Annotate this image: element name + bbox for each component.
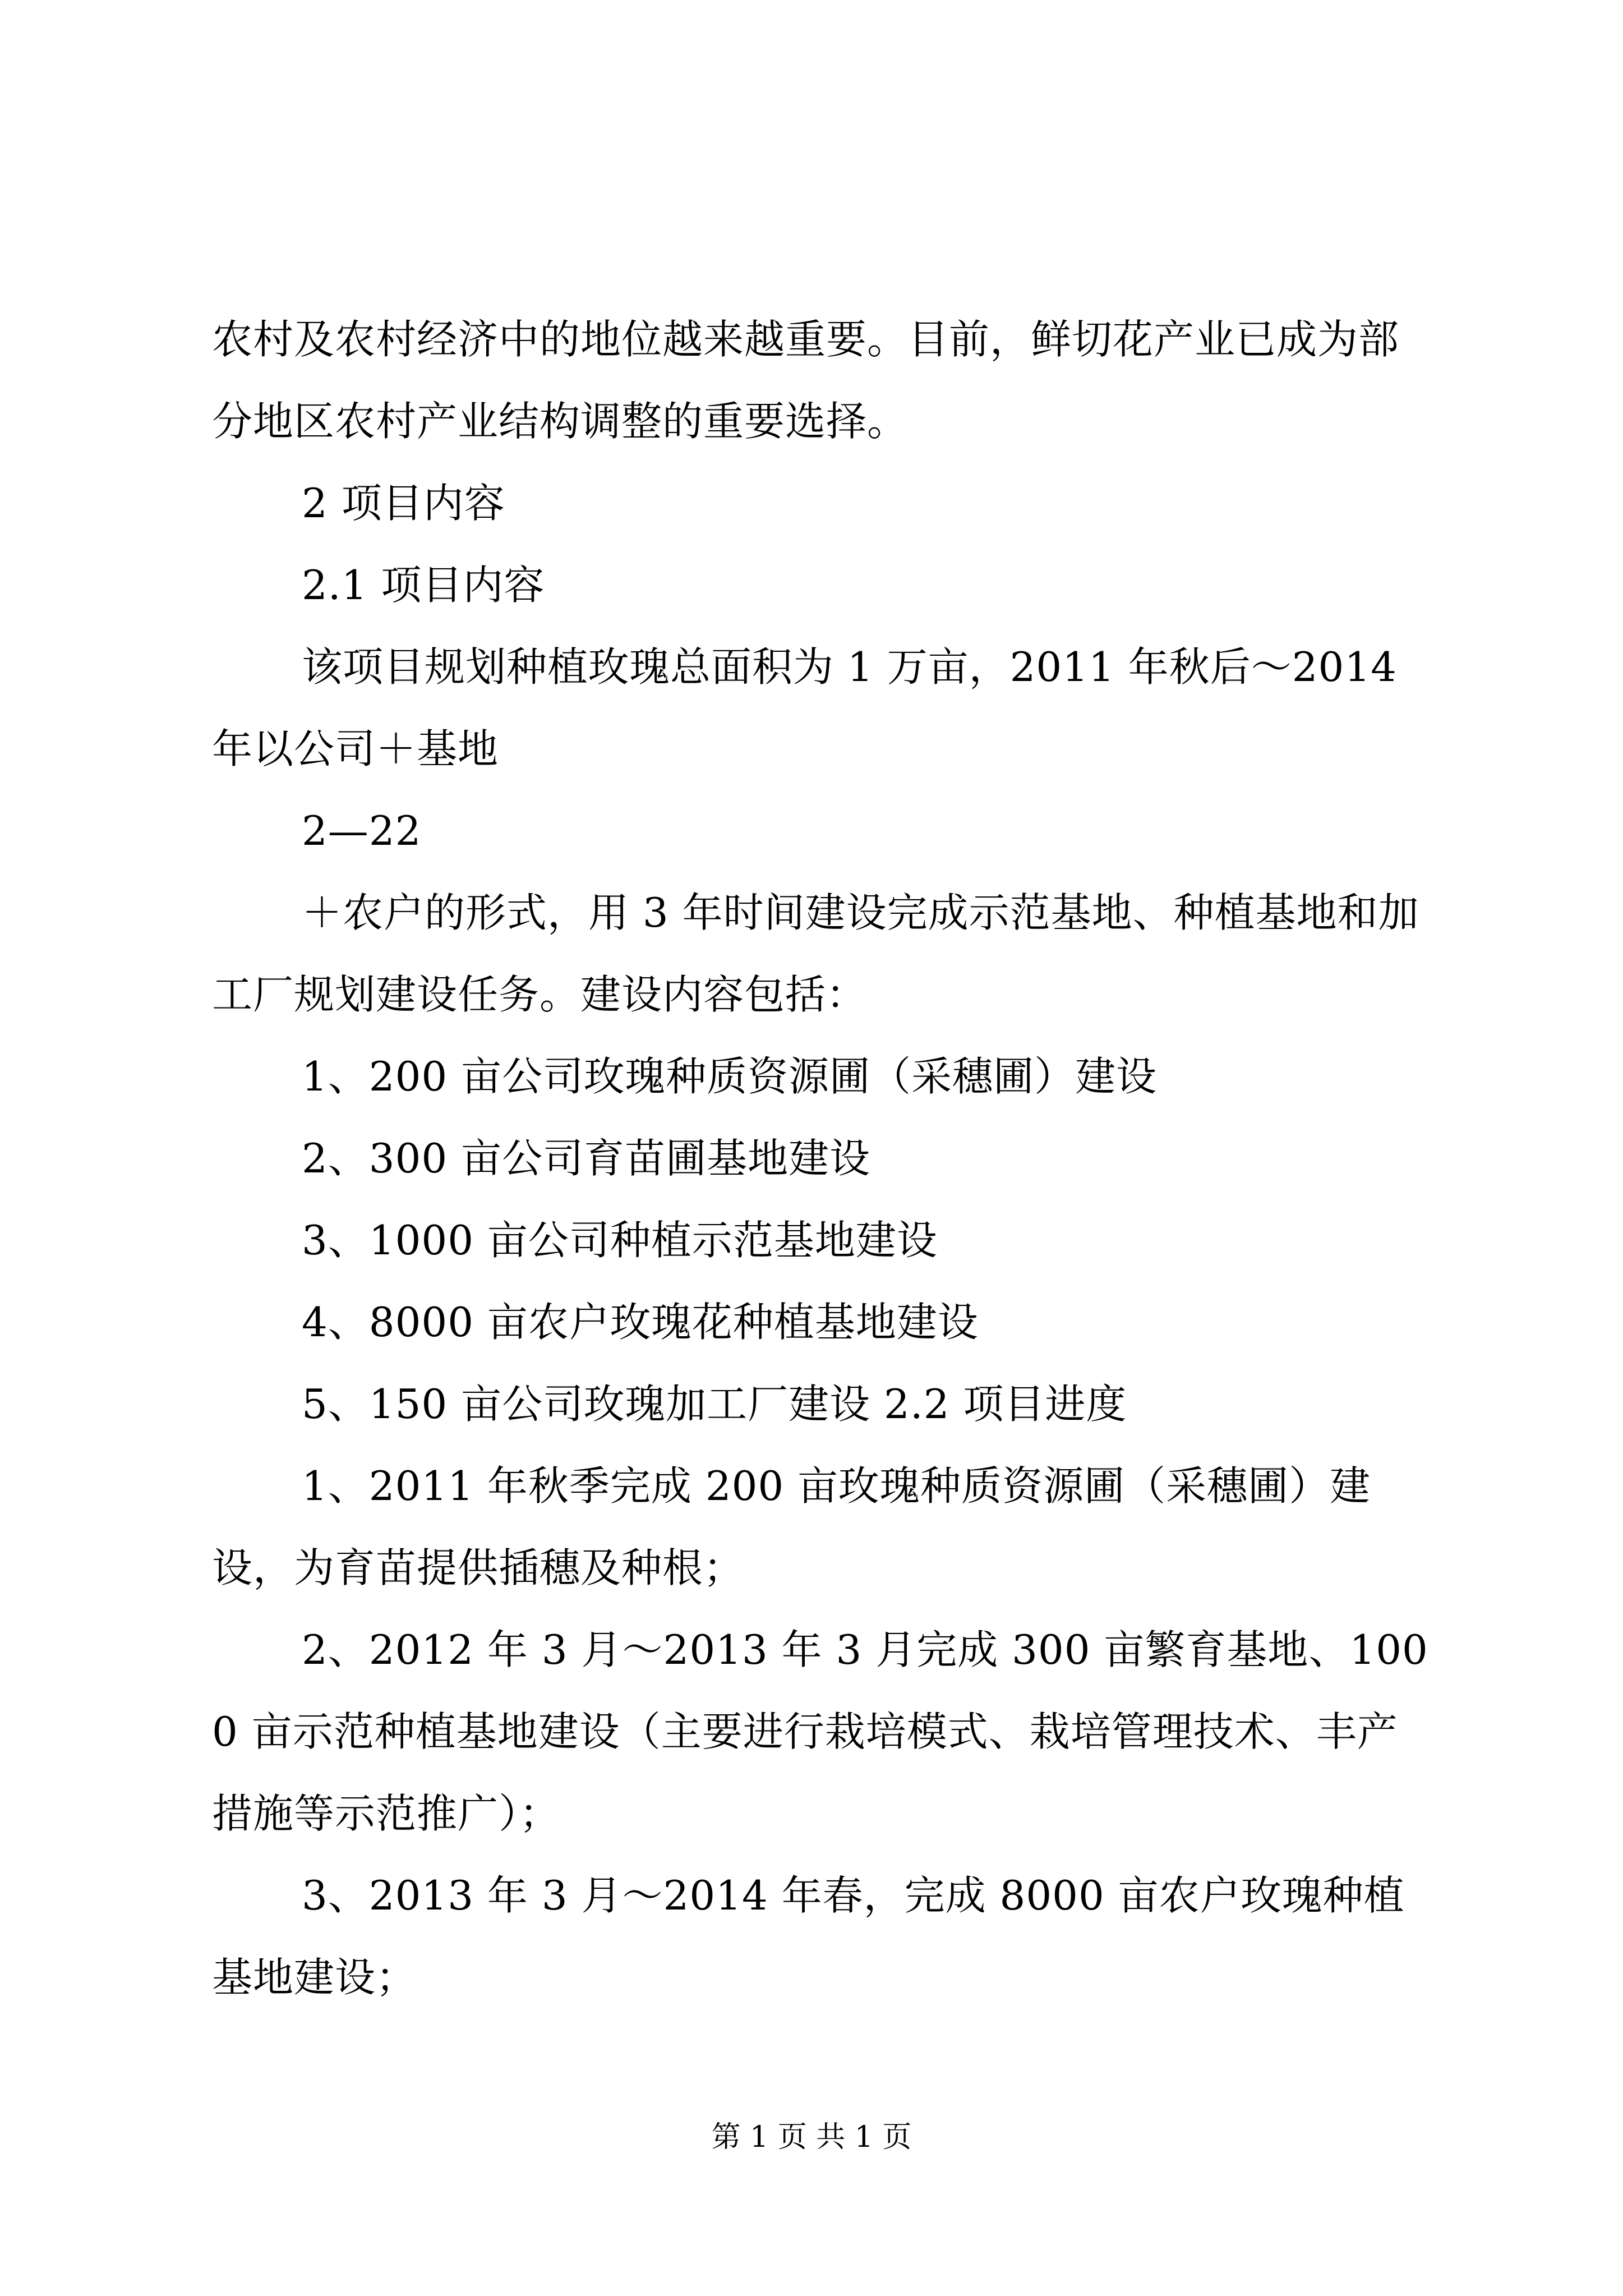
document-body xyxy=(212,298,1429,2018)
paragraph: 2—22 xyxy=(302,807,422,854)
paragraph: 4、8000 亩农户玫瑰花种植基地建设 xyxy=(302,1299,979,1346)
paragraph: 5、150 亩公司玫瑰加工厂建设 2.2 项目进度 xyxy=(302,1381,1127,1428)
page-footer: 第 1 页 共 1 页 xyxy=(711,2120,912,2154)
paragraph: 2 项目内容 xyxy=(302,480,505,527)
paragraph: 农村及农村经济中的地位越来越重要。目前，鲜切花产业已成为部分地区农村产业结构调整的重要选择。 xyxy=(212,316,1400,445)
paragraph: 2、2012 年 3 月～2013 年 3 月完成 300 亩繁育基地、1000 亩示范种植基地建设（主要进行栽培模式、栽培管理技术、丰产措施等示范推广）； xyxy=(212,1626,1428,1837)
paragraph: 2.1 项目内容 xyxy=(302,562,545,609)
paragraph: 3、2013 年 3 月～2014 年春，完成 8000 亩农户玫瑰种植基地建设； xyxy=(212,1872,1405,2001)
paragraph: 2、300 亩公司育苗圃基地建设 xyxy=(302,1135,871,1182)
paragraph: 3、1000 亩公司种植示范基地建设 xyxy=(302,1217,938,1264)
paragraph: ＋农户的形式，用 3 年时间建设完成示范基地、种植基地和加工厂规划建设任务。建设内容包括： xyxy=(212,889,1419,1018)
paragraph: 该项目规划种植玫瑰总面积为 1 万亩，2011 年秋后～2014 年以公司＋基地 xyxy=(212,643,1397,772)
paragraph: 1、2011 年秋季完成 200 亩玫瑰种质资源圃（采穗圃）建设，为育苗提供插穗及种根； xyxy=(212,1462,1371,1591)
paragraph: 1、200 亩公司玫瑰种质资源圃（采穗圃）建设 xyxy=(302,1053,1158,1100)
